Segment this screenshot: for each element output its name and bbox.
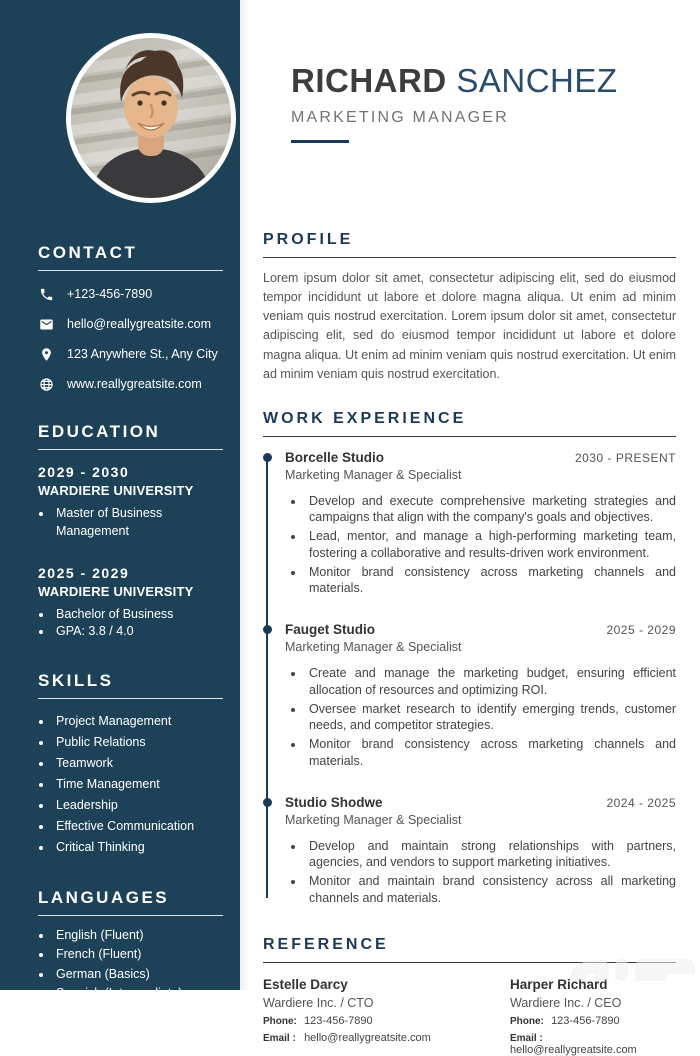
divider bbox=[38, 449, 223, 450]
job-entry bbox=[285, 795, 676, 906]
header bbox=[291, 62, 676, 143]
education-point: • Master of Business Management bbox=[53, 505, 223, 541]
divider bbox=[263, 257, 676, 258]
email-label: Email : bbox=[510, 1032, 543, 1044]
language-item: • German (Basics) bbox=[53, 966, 223, 982]
sidebar bbox=[0, 0, 240, 1000]
last-name: SANCHEZ bbox=[456, 62, 618, 99]
timeline-dot bbox=[263, 798, 272, 807]
languages-list bbox=[38, 927, 223, 1001]
reference-phone-row bbox=[510, 1015, 676, 1027]
skill-item: • Project Management bbox=[53, 711, 223, 732]
education-entry bbox=[38, 464, 223, 541]
reference-company: Wardiere Inc. / CEO bbox=[510, 995, 622, 1010]
skill-item: • Effective Communication bbox=[53, 816, 223, 837]
education-title: EDUCATION bbox=[38, 422, 161, 441]
divider bbox=[263, 436, 676, 437]
reference-name: Estelle Darcy bbox=[263, 976, 348, 992]
job-period: 2030 - PRESENT bbox=[574, 450, 676, 465]
jobs-timeline bbox=[263, 450, 676, 906]
profile-section bbox=[263, 231, 676, 384]
reference-name: Harper Richard bbox=[510, 976, 608, 992]
reference-phone: 123-456-7890 bbox=[551, 1014, 620, 1027]
person-job-title: MARKETING MANAGER bbox=[291, 109, 509, 126]
skill-item: • Time Management bbox=[53, 774, 223, 795]
job-period: 2025 - 2029 bbox=[606, 623, 676, 638]
job-role: Marketing Manager & Specialist bbox=[285, 467, 462, 482]
education-years: 2025 - 2029 bbox=[38, 564, 130, 581]
reference-email-row bbox=[510, 1032, 676, 1056]
contact-website-text: www.reallygreatsite.com bbox=[67, 377, 202, 391]
work-experience-title: WORK EXPERIENCE bbox=[263, 409, 467, 427]
job-bullet: • Monitor brand consistency across marketing channels and materials. bbox=[305, 564, 676, 597]
reference-entry bbox=[263, 977, 510, 1056]
job-period: 2024 - 2025 bbox=[606, 795, 676, 810]
contact-phone-text: +123-456-7890 bbox=[67, 287, 153, 301]
reference-title: REFERENCE bbox=[263, 935, 389, 953]
email-label: Email : bbox=[263, 1032, 296, 1044]
job-bullet: • Develop and execute comprehensive marketing strategies and campaigns that align with the company's goals and objectives. bbox=[305, 493, 676, 526]
job-role: Marketing Manager & Specialist bbox=[285, 812, 462, 827]
divider bbox=[38, 270, 223, 271]
profile-text: Lorem ipsum dolor sit amet, consectetur adipiscing elit, sed do eiusmod tempor incididunt ut labore et dolore magna aliqua. Ut enim ad minim veniam quis nostrud exercitation. Lorem ipsum dolor sit amet, consectetur adipiscing elit, sed do eiusmod tempor incididunt ut labore et dolore magna aliqua. Ut enim ad minim veniam quis nostrud exercitation. Ut enim ad minim veniam quis nostrud exercitation. bbox=[263, 271, 676, 381]
accent-bar bbox=[291, 140, 349, 143]
languages-section bbox=[38, 888, 223, 1001]
contact-email-text: hello@reallygreatsite.com bbox=[67, 317, 212, 331]
skill-item: • Teamwork bbox=[53, 753, 223, 774]
main-content bbox=[240, 0, 700, 1056]
contact-list bbox=[38, 286, 223, 392]
job-bullets bbox=[285, 493, 676, 597]
education-point: • Bachelor of Business bbox=[53, 606, 223, 624]
job-bullet: • Monitor and maintain brand consistency across all marketing channels and materials. bbox=[305, 873, 676, 906]
languages-title: LANGUAGES bbox=[38, 888, 170, 907]
timeline-dot bbox=[263, 453, 272, 462]
reference-grid bbox=[263, 977, 676, 1056]
person-name bbox=[291, 62, 676, 100]
job-bullet: • Oversee market research to identify emerging trends, customer needs, and competitor strategies. bbox=[305, 701, 676, 734]
contact-address bbox=[38, 346, 223, 362]
phone-label: Phone: bbox=[263, 1015, 297, 1027]
education-school: WARDIERE UNIVERSITY bbox=[38, 483, 194, 498]
education-entry bbox=[38, 565, 223, 642]
job-bullet: • Create and manage the marketing budget, ensuring efficient allocation of resources and optimizing ROI. bbox=[305, 665, 676, 698]
job-header bbox=[285, 622, 676, 637]
reference-entry bbox=[510, 977, 676, 1056]
contact-website bbox=[38, 376, 223, 392]
divider bbox=[38, 698, 223, 699]
job-bullet: • Develop and maintain strong relationships with partners, agencies, and vendors to support marketing initiatives. bbox=[305, 838, 676, 871]
reference-email: hello@reallygreatsite.com bbox=[510, 1043, 637, 1056]
job-header bbox=[285, 450, 676, 465]
job-bullet: • Monitor brand consistency across marketing channels and materials. bbox=[305, 736, 676, 769]
job-company: Studio Shodwe bbox=[285, 794, 383, 810]
job-role: Marketing Manager & Specialist bbox=[285, 640, 462, 655]
skills-section bbox=[38, 671, 223, 858]
first-name: RICHARD bbox=[291, 62, 447, 99]
job-header bbox=[285, 795, 676, 810]
education-points bbox=[38, 606, 223, 642]
skill-item: • Public Relations bbox=[53, 732, 223, 753]
contact-phone bbox=[38, 286, 223, 302]
education-section bbox=[38, 422, 223, 641]
job-bullet: • Lead, mentor, and manage a high-performing marketing team, fostering a collaborative and results-driven work environment. bbox=[305, 528, 676, 561]
job-company: Borcelle Studio bbox=[285, 449, 385, 465]
skills-list bbox=[38, 711, 223, 858]
job-bullets bbox=[285, 665, 676, 769]
profile-photo bbox=[66, 33, 236, 203]
divider bbox=[38, 915, 223, 916]
profile-title: PROFILE bbox=[263, 231, 354, 248]
phone-label: Phone: bbox=[510, 1015, 544, 1027]
language-item: • French (Fluent) bbox=[53, 946, 223, 962]
job-entry bbox=[285, 622, 676, 769]
skill-item: • Leadership bbox=[53, 795, 223, 816]
reference-email: hello@reallygreatsite.com bbox=[304, 1031, 431, 1044]
education-years: 2029 - 2030 bbox=[38, 464, 130, 480]
work-experience-section bbox=[263, 410, 676, 906]
contact-section bbox=[38, 243, 223, 392]
location-icon bbox=[38, 346, 54, 362]
language-item: • Spanish (Intermediate) bbox=[53, 985, 223, 1001]
skills-title: SKILLS bbox=[38, 671, 114, 690]
globe-icon bbox=[38, 376, 54, 392]
job-company: Fauget Studio bbox=[285, 622, 375, 638]
contact-title: CONTACT bbox=[38, 243, 138, 262]
education-school: WARDIERE UNIVERSITY bbox=[38, 583, 194, 599]
skill-item: • Critical Thinking bbox=[53, 837, 223, 858]
contact-email bbox=[38, 316, 223, 332]
email-icon bbox=[38, 316, 54, 332]
education-points bbox=[38, 505, 223, 541]
timeline-dot bbox=[263, 625, 272, 634]
reference-phone-row bbox=[263, 1015, 510, 1027]
education-point: • GPA: 3.8 / 4.0 bbox=[53, 623, 223, 641]
watermark-icon bbox=[566, 948, 698, 988]
phone-icon bbox=[38, 286, 54, 302]
job-bullets bbox=[285, 838, 676, 906]
language-item: • English (Fluent) bbox=[53, 927, 223, 943]
reference-company: Wardiere Inc. / CTO bbox=[263, 995, 374, 1010]
contact-address-text: 123 Anywhere St., Any City bbox=[67, 347, 218, 361]
reference-email-row bbox=[263, 1032, 510, 1044]
avatar bbox=[71, 38, 231, 198]
job-entry bbox=[285, 450, 676, 597]
reference-phone: 123-456-7890 bbox=[304, 1014, 373, 1027]
